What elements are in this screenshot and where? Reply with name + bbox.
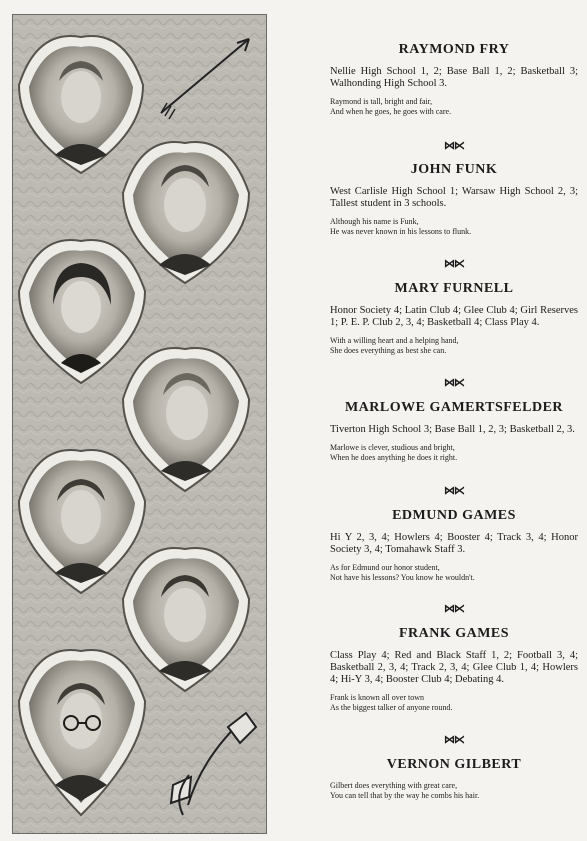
verse-line: He was never known in his lessons to flunk. xyxy=(330,226,472,236)
student-entry xyxy=(330,400,578,462)
section-divider: ⋈⋉ xyxy=(444,258,464,270)
student-activities: Class Play 4; Red and Black Staff 1, 2; Football 3, 4; Basketball 2, 3, 4; Track 2, 3, 4; Glee Club 1, 4; Howlers 4; Hi-Y 3, 4; Booster Club 4; Debating 4. xyxy=(330,650,578,685)
student-entry xyxy=(330,281,578,355)
student-verse xyxy=(330,781,578,800)
student-verse xyxy=(330,563,578,582)
portrait-panel xyxy=(12,14,267,834)
verse-line: Marlowe is clever, studious and bright, xyxy=(330,443,455,452)
student-name: MARLOWE GAMERTSFELDER xyxy=(344,400,564,415)
section-divider: ⋈⋉ xyxy=(444,140,464,152)
verse-line: Not have his lessons? You know he wouldn't. xyxy=(330,572,475,582)
student-entry xyxy=(330,757,578,800)
student-activities: Honor Society 4; Latin Club 4; Glee Club 4; Girl Reserves 1; P. E. P. Club 2, 3, 4; Basketball 4; Class Play 4. xyxy=(330,305,578,328)
verse-line: Frank is known all over town xyxy=(330,693,424,702)
verse-line: Gilbert does everything with great care, xyxy=(330,781,458,790)
verse-line: Raymond is tall, bright and fair, xyxy=(330,97,433,106)
student-activities: Tiverton High School 3; Base Ball 1, 2, 3; Basketball 2, 3. xyxy=(330,424,575,435)
verse-line: With a willing heart and a helping hand, xyxy=(330,336,459,345)
student-verse xyxy=(330,443,578,462)
student-name: VERNON GILBERT xyxy=(386,757,522,772)
student-activities: Hi Y 2, 3, 4; Howlers 4; Booster 4; Track 3, 4; Honor Society 3, 4; Tomahawk Staff 3. xyxy=(330,532,578,555)
student-verse xyxy=(330,693,578,712)
student-activities: West Carlisle High School 1; Warsaw High School 2, 3; Tallest student in 3 schools. xyxy=(330,186,578,209)
verse-line: She does everything as best she can. xyxy=(330,345,447,355)
student-name: JOHN FUNK xyxy=(410,162,498,177)
student-entry xyxy=(330,162,578,236)
section-divider: ⋈⋉ xyxy=(444,603,464,615)
student-activities: Nellie High School 1, 2; Base Ball 1, 2; Basketball 3; Walhonding High School 3. xyxy=(330,66,578,89)
verse-line: And when he goes, he goes with care. xyxy=(330,106,452,116)
section-divider: ⋈⋉ xyxy=(444,377,464,389)
verse-line: You can tell that by the way he combs his hair. xyxy=(330,790,480,800)
student-verse xyxy=(330,217,578,236)
student-verse xyxy=(330,97,578,116)
student-entry xyxy=(330,626,578,712)
student-name: MARY FURNELL xyxy=(394,281,514,296)
verse-line: When he does anything he does it right. xyxy=(330,452,458,462)
portrait-panel-art xyxy=(13,15,267,834)
verse-line: As the biggest talker of anyone round. xyxy=(330,702,453,712)
verse-line: Although his name is Funk, xyxy=(330,217,419,226)
student-name: FRANK GAMES xyxy=(398,626,510,641)
section-divider: ⋈⋉ xyxy=(444,485,464,497)
student-name: RAYMOND FRY xyxy=(398,42,510,57)
section-divider: ⋈⋉ xyxy=(444,734,464,746)
verse-line: As for Edmund our honor student, xyxy=(330,563,440,572)
student-name: EDMUND GAMES xyxy=(392,508,516,523)
student-entry xyxy=(330,508,578,582)
student-verse xyxy=(330,336,578,355)
student-entry xyxy=(330,42,578,116)
